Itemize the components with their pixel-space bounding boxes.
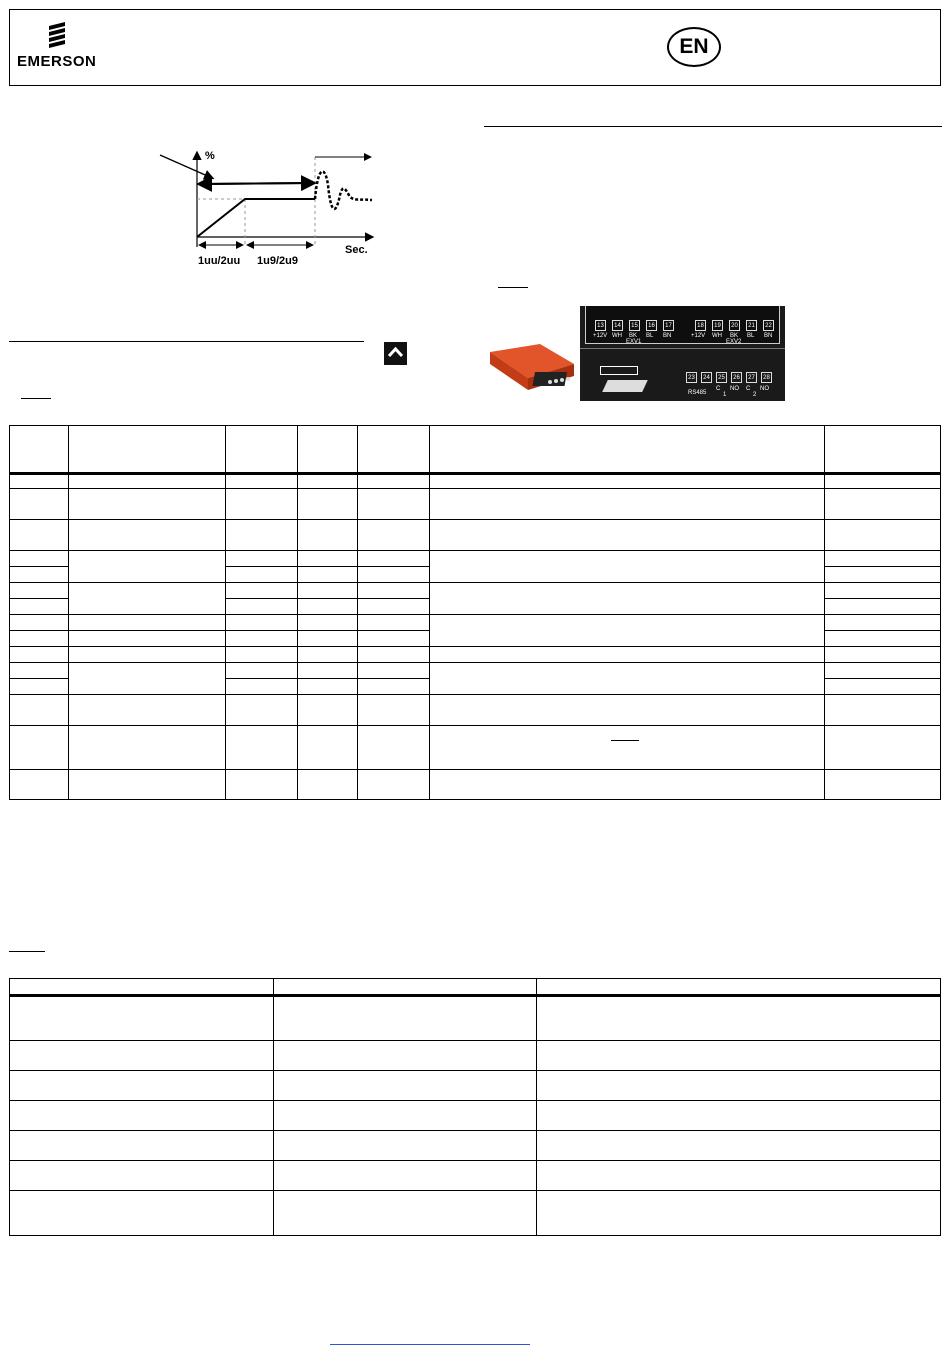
terminal-17: 17 (663, 320, 674, 331)
y-axis-label: % (205, 150, 215, 162)
table-row (10, 1191, 941, 1236)
terminal-label: C (746, 386, 751, 392)
terminal-22: 22 (763, 320, 774, 331)
terminal-label: NO (760, 386, 769, 392)
terminal-label: BL (747, 333, 755, 339)
table-header-row (10, 979, 941, 996)
terminal-label: BK (730, 333, 739, 339)
relay1-label: 1 (723, 392, 727, 398)
terminal-label: C (716, 386, 721, 392)
oscillation-curve (315, 171, 372, 209)
section-rule-right (484, 126, 942, 127)
terminal-25: 25 (716, 372, 727, 383)
terminal-label: +12V (691, 333, 706, 339)
note-underline (9, 951, 45, 952)
terminal-20: 20 (729, 320, 740, 331)
footer-link[interactable] (330, 1344, 530, 1345)
terminal-label: BK (629, 333, 638, 339)
terminal-label: BN (663, 333, 672, 339)
info-table (9, 978, 941, 1236)
table-row (10, 663, 941, 679)
terminal-label: NO (730, 386, 739, 392)
table-row (10, 726, 941, 770)
table-header-row (10, 426, 941, 474)
table-row (10, 770, 941, 800)
terminal-15: 15 (629, 320, 640, 331)
table-row (10, 489, 941, 520)
valve-opening-diagram (150, 145, 380, 270)
table-row (10, 996, 941, 1041)
note-underline (21, 398, 51, 399)
terminal-label: BL (646, 333, 654, 339)
terminal-label: BN (764, 333, 773, 339)
terminal-21: 21 (746, 320, 757, 331)
table-row (10, 583, 941, 599)
phase1-label: 1uu/2uu (198, 255, 241, 267)
table-row (10, 695, 941, 726)
table-row (10, 520, 941, 551)
table-row (10, 1041, 941, 1071)
phase2-label: 1u9/2u9 (257, 255, 298, 267)
terminal-19: 19 (712, 320, 723, 331)
note-underline (498, 287, 528, 288)
rs485-label: RS485 (688, 390, 707, 396)
programming-key-image (486, 338, 578, 400)
table-row (10, 647, 941, 663)
exv2-label: EXV2 (726, 339, 742, 345)
table-row (10, 1131, 941, 1161)
table-row (10, 474, 941, 489)
relay2-label: 2 (753, 392, 757, 398)
terminal-23: 23 (686, 372, 697, 383)
table-row (10, 1161, 941, 1191)
scroll-up-icon[interactable] (384, 342, 407, 365)
parameter-table (9, 425, 941, 800)
brand-name: EMERSON (17, 53, 97, 70)
terminal-label: WH (712, 333, 722, 339)
terminal-18: 18 (695, 320, 706, 331)
terminal-16: 16 (646, 320, 657, 331)
x-axis-label: Sec. (345, 244, 368, 256)
terminal-block-image (580, 306, 785, 401)
terminal-26: 26 (731, 372, 742, 383)
terminal-24: 24 (701, 372, 712, 383)
terminal-28: 28 (761, 372, 772, 383)
language-badge: EN (667, 27, 721, 67)
exv1-label: EXV1 (626, 339, 642, 345)
terminal-27: 27 (746, 372, 757, 383)
terminal-label: +12V (593, 333, 608, 339)
table-row (10, 615, 941, 631)
section-rule-left (9, 341, 364, 342)
table-row (10, 1101, 941, 1131)
table-row (10, 551, 941, 567)
terminal-13: 13 (595, 320, 606, 331)
terminal-14: 14 (612, 320, 623, 331)
table-row (10, 1071, 941, 1101)
emerson-logo-icon (45, 20, 69, 50)
terminal-label: WH (612, 333, 622, 339)
page-header (9, 9, 941, 86)
opening-curve (197, 199, 315, 237)
